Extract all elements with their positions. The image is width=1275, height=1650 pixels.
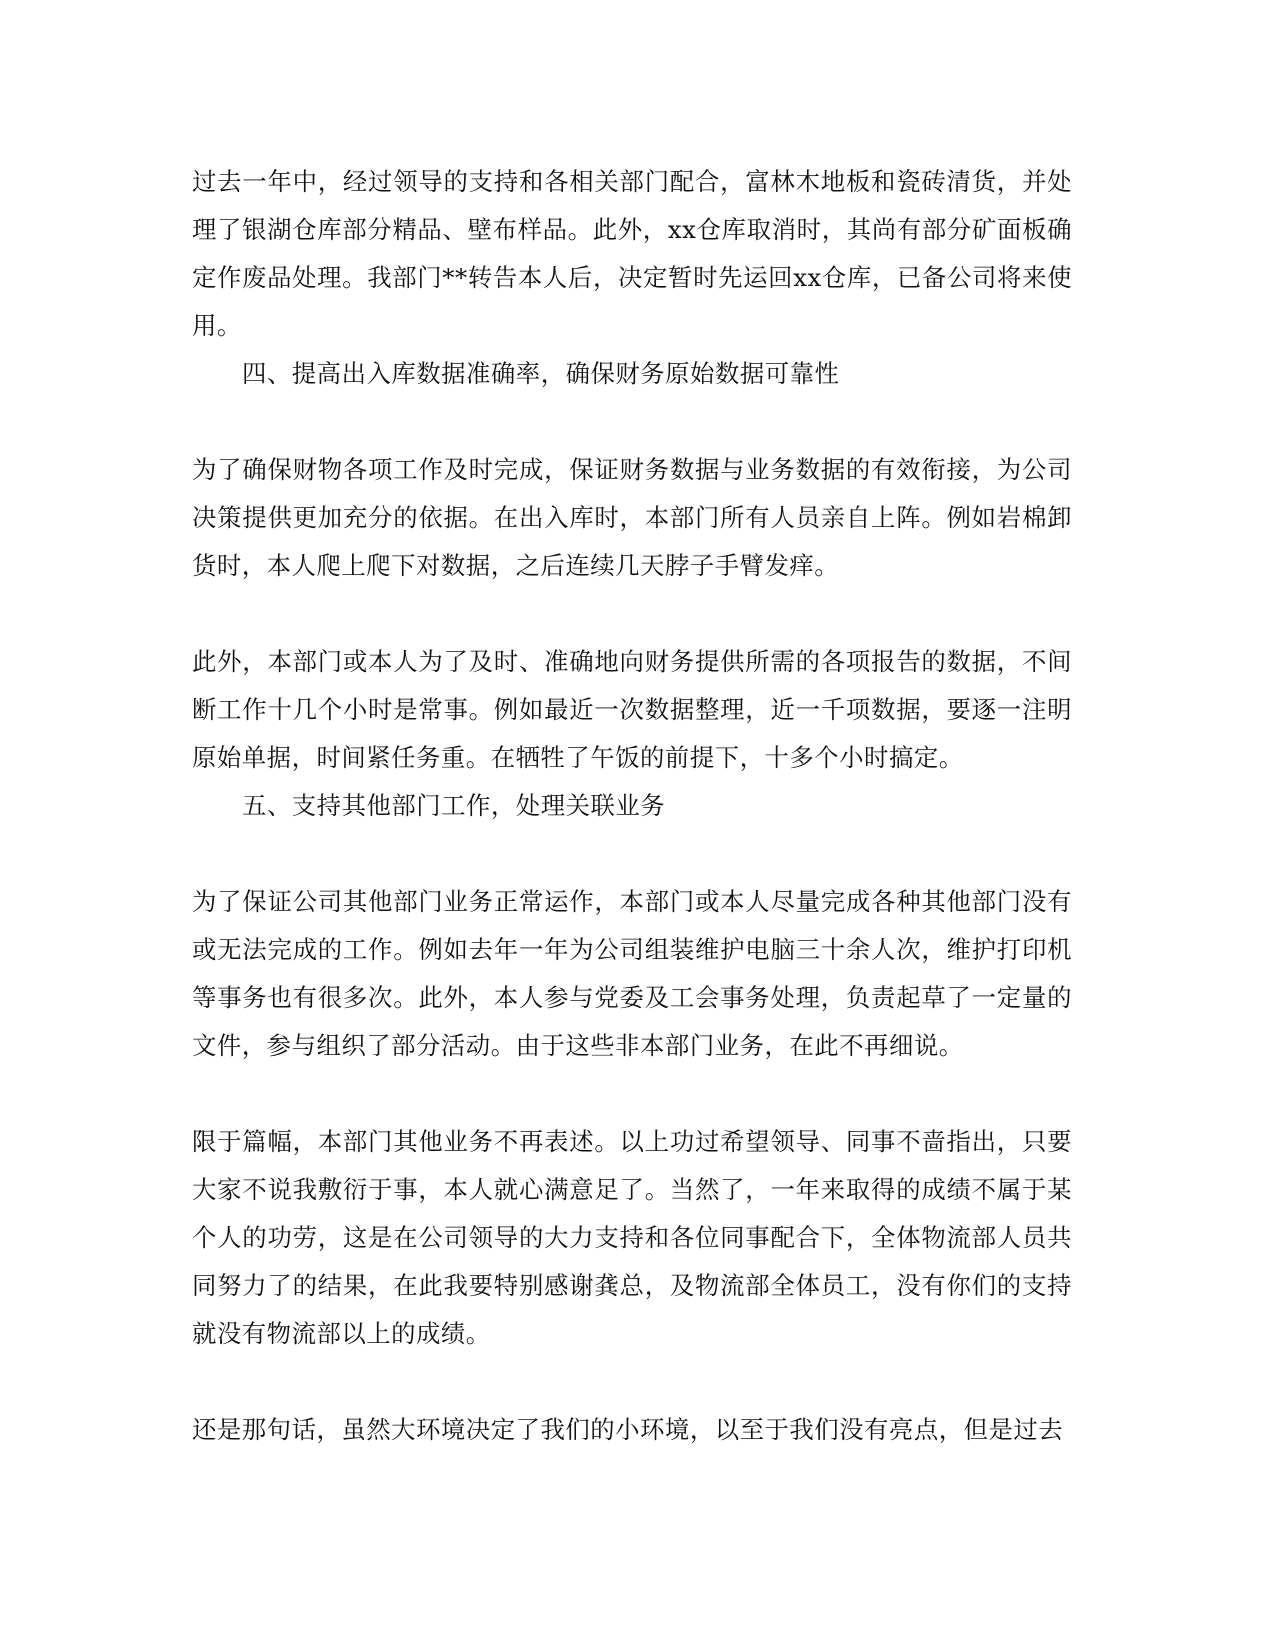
paragraph-closing: 还是那句话，虽然大环境决定了我们的小环境，以至于我们没有亮点，但是过去 (192, 1415, 1064, 1444)
paragraph-support-departments: 为了保证公司其他部门业务正常运作，本部门或本人尽量完成各种其他部门没有或无法完成的工作。例如去年一年为公司组装维护电脑三十余人次，维护打印机等事务也有很多次。此外，本人参与党委及工会事务处理，负责起草了一定量的文件，参与组织了部分活动。由于这些非本部门业务，在此不再细说。 (192, 887, 1072, 1060)
paragraph-data-accuracy: 为了确保财物各项工作及时完成，保证财务数据与业务数据的有效衔接，为公司决策提供更加充分的依据。在出入库时，本部门所有人员亲自上阵。例如岩棉卸货时，本人爬上爬下对数据，之后连续几天脖子手臂发痒。 (192, 455, 1072, 580)
document-page (192, 158, 1072, 1454)
paragraph-overtime: 此外，本部门或本人为了及时、准确地向财务提供所需的各项报告的数据，不间断工作十几个小时是常事。例如最近一次数据整理，近一千项数据，要逐一注明原始单据，时间紧任务重。在牺牲了午饭的前提下，十多个小时搞定。 (192, 647, 1072, 772)
section-heading-5: 五、支持其他部门工作，处理关联业务 (242, 791, 666, 820)
paragraph-thanks: 限于篇幅，本部门其他业务不再表述。以上功过希望领导、同事不啬指出，只要大家不说我敷衍于事，本人就心满意足了。当然了，一年来取得的成绩不属于某个人的功劳，这是在公司领导的大力支持和各位同事配合下，全体物流部人员共同努力了的结果，在此我要特别感谢龚总，及物流部全体员工，没有你们的支持就没有物流部以上的成绩。 (192, 1127, 1072, 1348)
section-heading-4: 四、提高出入库数据准确率，确保财务原始数据可靠性 (242, 359, 840, 388)
paragraph-clearance: 过去一年中，经过领导的支持和各相关部门配合，富林木地板和瓷砖清货，并处理了银湖仓库部分精品、壁布样品。此外，xx仓库取消时，其尚有部分矿面板确定作废品处理。我部门**转告本人后，决定暂时先运回xx仓库，已备公司将来使用。 (192, 167, 1072, 340)
